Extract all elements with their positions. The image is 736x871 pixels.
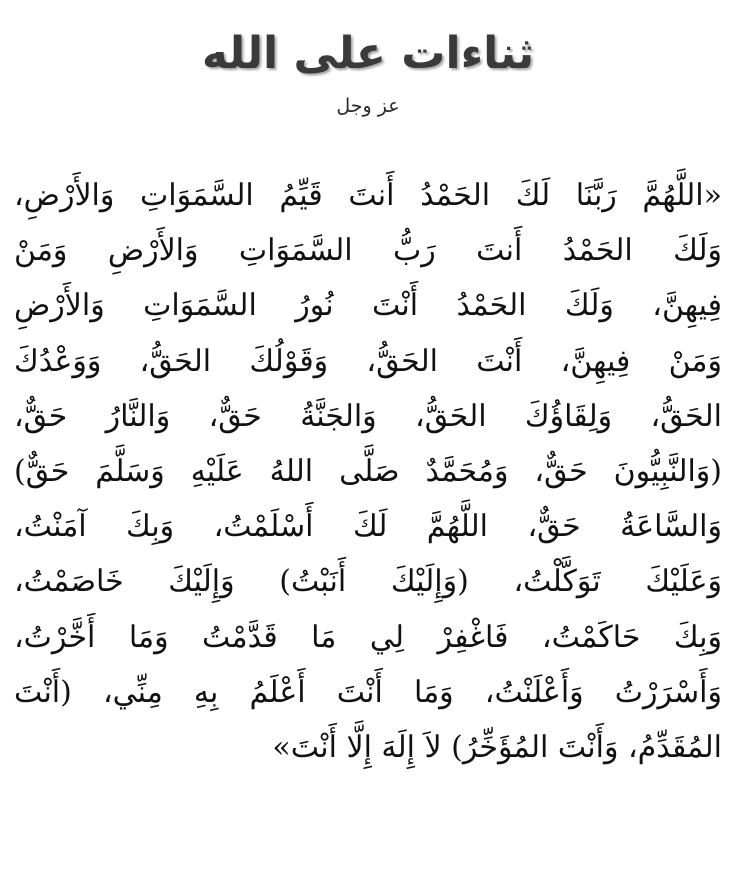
text-line-11: المُقَدِّمُ، وَأَنْتَ المُؤَخِّرُ) لاَ إِلَهَ إِلَّا أَنْتَ» bbox=[272, 729, 722, 765]
page-subtitle: عز وجل bbox=[336, 95, 400, 117]
text-line-6: (وَالنَّبِيُّونَ حَقٌّ، وَمُحَمَّدٌ صَلَّى اللهُ عَلَيْهِ وَسَلَّمَ حَقٌّ) bbox=[14, 453, 722, 489]
text-line-1: «اللَّهُمَّ رَبَّنَا لَكَ الحَمْدُ أَنتَ قَيِّمُ السَّمَوَاتِ وَالأَرْضِ، bbox=[14, 178, 722, 213]
text-line-10: وَأَسْرَرْتُ وَأَعْلَنْتُ، وَمَا أَنْتَ أَعْلَمُ بِهِ مِنِّي، (أَنْتَ bbox=[14, 674, 722, 710]
text-line-7: وَالسَّاعَةُ حَقٌّ، اللَّهُمَّ لَكَ أَسْلَمْتُ، وَبِكَ آمَنْتُ، bbox=[14, 509, 722, 545]
text-line-2: وَلَكَ الحَمْدُ أَنتَ رَبُّ السَّمَوَاتِ وَالأَرْضِ وَمَنْ bbox=[14, 233, 722, 269]
supplication-text bbox=[14, 168, 722, 775]
text-line-9: وَبِكَ حَاكَمْتُ، فَاغْفِرْ لِي مَا قَدَّمْتُ وَمَا أَخَّرْتُ، bbox=[14, 619, 722, 655]
page-title: ثناءات على الله bbox=[201, 28, 535, 79]
text-line-8: وَعَلَيْكَ تَوَكَّلْتُ، (وَإِلَيْكَ أَنَبْتُ) وَإِلَيْكَ خَاصَمْتُ، bbox=[14, 564, 722, 600]
text-line-3: فِيهِنَّ، وَلَكَ الحَمْدُ أَنْتَ نُورُ السَّمَوَاتِ وَالأَرْضِ bbox=[14, 288, 722, 324]
text-line-5: الحَقُّ، وَلِقَاؤُكَ الحَقُّ، وَالجَنَّةُ حَقٌّ، وَالنَّارُ حَقٌّ، bbox=[14, 398, 722, 434]
text-line-4: وَمَنْ فِيهِنَّ، أَنْتَ الحَقُّ، وَقَوْلُكَ الحَقُّ، وَوَعْدُكَ bbox=[14, 343, 722, 379]
